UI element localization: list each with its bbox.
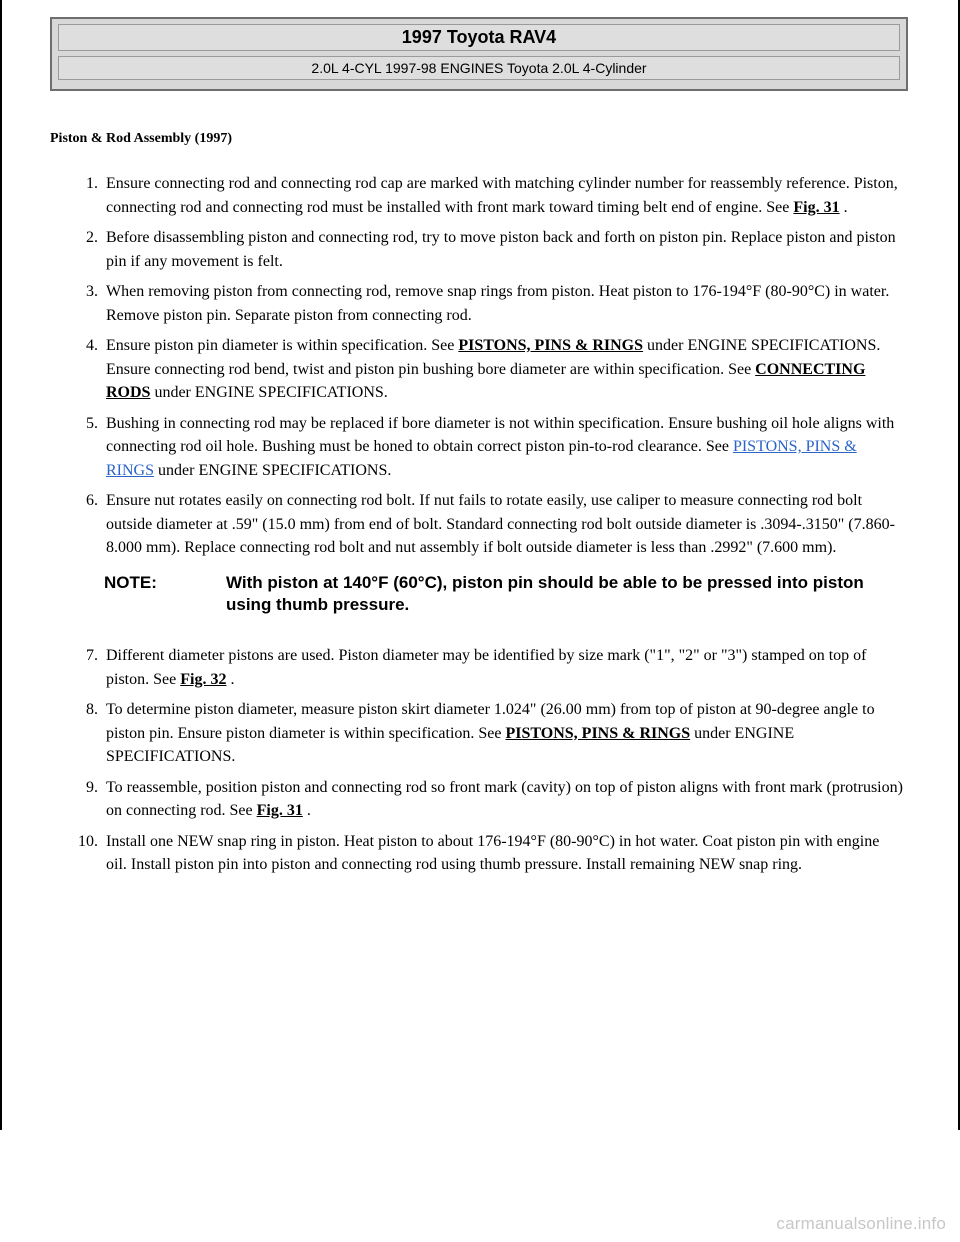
- note-label: NOTE:: [104, 573, 157, 592]
- note-box: [104, 572, 904, 616]
- procedure-steps: [66, 172, 904, 567]
- step-text: To reassemble, position piston and connecting rod so front mark (cavity) on top of piston aligns with front mark (protrusion) on connecting rod. See: [106, 778, 903, 819]
- list-item: [66, 412, 904, 483]
- step-text: Before disassembling piston and connecting rod, try to move piston back and forth on piston pin. Replace piston and piston pin if any movement is felt.: [106, 229, 896, 270]
- step-text-after: under ENGINE SPECIFICATIONS.: [154, 461, 392, 479]
- watermark: carmanualsonline.info: [776, 1214, 946, 1233]
- document-header: [50, 17, 908, 91]
- connecting-rods-link[interactable]: CONNECTING RODS: [106, 360, 866, 401]
- list-item: [66, 698, 904, 769]
- step-number: 10.: [78, 832, 98, 850]
- step-text-after: under ENGINE SPECIFICATIONS.: [150, 384, 388, 401]
- note-text: With piston at 140°F (60°C), piston pin should be able to be pressed into piston using thumb pressure.: [226, 573, 864, 614]
- procedure-steps-continued: [66, 644, 904, 884]
- step-number: 5.: [86, 414, 98, 432]
- list-item: [66, 226, 904, 273]
- pistons-pins-rings-link[interactable]: PISTONS, PINS & RINGS: [458, 337, 644, 354]
- step-number: 6.: [86, 492, 98, 509]
- pistons-pins-rings-link[interactable]: PISTONS, PINS & RINGS: [505, 724, 691, 742]
- list-item: [66, 644, 904, 691]
- fig-31-link[interactable]: Fig. 31: [256, 802, 303, 819]
- step-text-after: under ENGINE SPECIFICATIONS.: [106, 724, 795, 765]
- step-text: Ensure nut rotates easily on connecting rod bolt. If nut fails to rotate easily, use caliper to measure connecting rod bolt outside diameter at .59" (15.0 mm) from end of bolt. Standard connecting rod bolt outside diameter is .3094-.3150" (7.860-8.000 mm). Replace connecting rod bolt and nut assembly if bolt outside diameter is less than .2992" (7.600 mm).: [106, 492, 895, 556]
- step-number: 8.: [86, 701, 98, 718]
- list-item: [66, 489, 904, 560]
- step-number: 3.: [86, 283, 98, 300]
- document-subtitle: 2.0L 4-CYL 1997-98 ENGINES Toyota 2.0L 4-Cylinder: [58, 56, 900, 80]
- step-text: Bushing in connecting rod may be replaced if bore diameter is not within specification. Ensure bushing oil hole aligns with connecting rod oil hole. Bushing must be honed to obtain correct piston pin-to-rod clearance. See: [106, 414, 895, 455]
- step-text: To determine piston diameter, measure piston skirt diameter 1.024" (26.00 mm) from top of piston at 90-degree angle to piston pin. Ensure piston diameter is within specification. See: [106, 701, 875, 742]
- step-number: 9.: [86, 778, 98, 796]
- list-item: [66, 776, 904, 823]
- section-title: Piston & Rod Assembly (1997): [50, 131, 233, 146]
- step-number: 7.: [86, 647, 98, 664]
- list-item: [66, 172, 904, 219]
- step-text-after: .: [839, 198, 848, 216]
- fig-32-link[interactable]: Fig. 32: [180, 670, 227, 688]
- step-text: Different diameter pistons are used. Piston diameter may be identified by size mark ("1", "2" or "3") stamped on top of piston. See: [106, 647, 867, 688]
- pistons-pins-rings-link[interactable]: PISTONS, PINS & RINGS: [106, 438, 857, 479]
- list-item: [66, 830, 904, 877]
- step-text-after: under ENGINE SPECIFICATIONS. Ensure connecting rod bend, twist and piston pin bushing bore diameter are within specification. See: [106, 337, 881, 378]
- fig-31-link[interactable]: Fig. 31: [793, 198, 840, 216]
- step-text: When removing piston from connecting rod, remove snap rings from piston. Heat piston to 176-194°F (80-90°C) in water. Remove piston pin. Separate piston from connecting rod.: [106, 283, 890, 324]
- step-text-after: .: [302, 802, 311, 819]
- step-text: Ensure connecting rod and connecting rod cap are marked with matching cylinder number for reassembly reference. Piston, connecting rod and connecting rod must be installed with front mark toward timing belt end of engine. See: [106, 175, 898, 216]
- step-number: 1.: [86, 175, 98, 192]
- page-border-left: [0, 0, 2, 1130]
- list-item: [66, 280, 904, 327]
- step-text-after: .: [226, 670, 235, 688]
- list-item: [66, 334, 904, 405]
- step-number: 4.: [86, 337, 98, 354]
- step-text: Ensure piston pin diameter is within specification. See: [106, 337, 459, 354]
- step-text: Install one NEW snap ring in piston. Heat piston to about 176-194°F (80-90°C) in hot water. Coat piston pin with engine oil. Install piston pin into piston and connecting rod using thumb pressure. Install remaining NEW snap ring.: [106, 832, 880, 873]
- step-number: 2.: [86, 229, 98, 246]
- document-title: 1997 Toyota RAV4: [58, 24, 900, 51]
